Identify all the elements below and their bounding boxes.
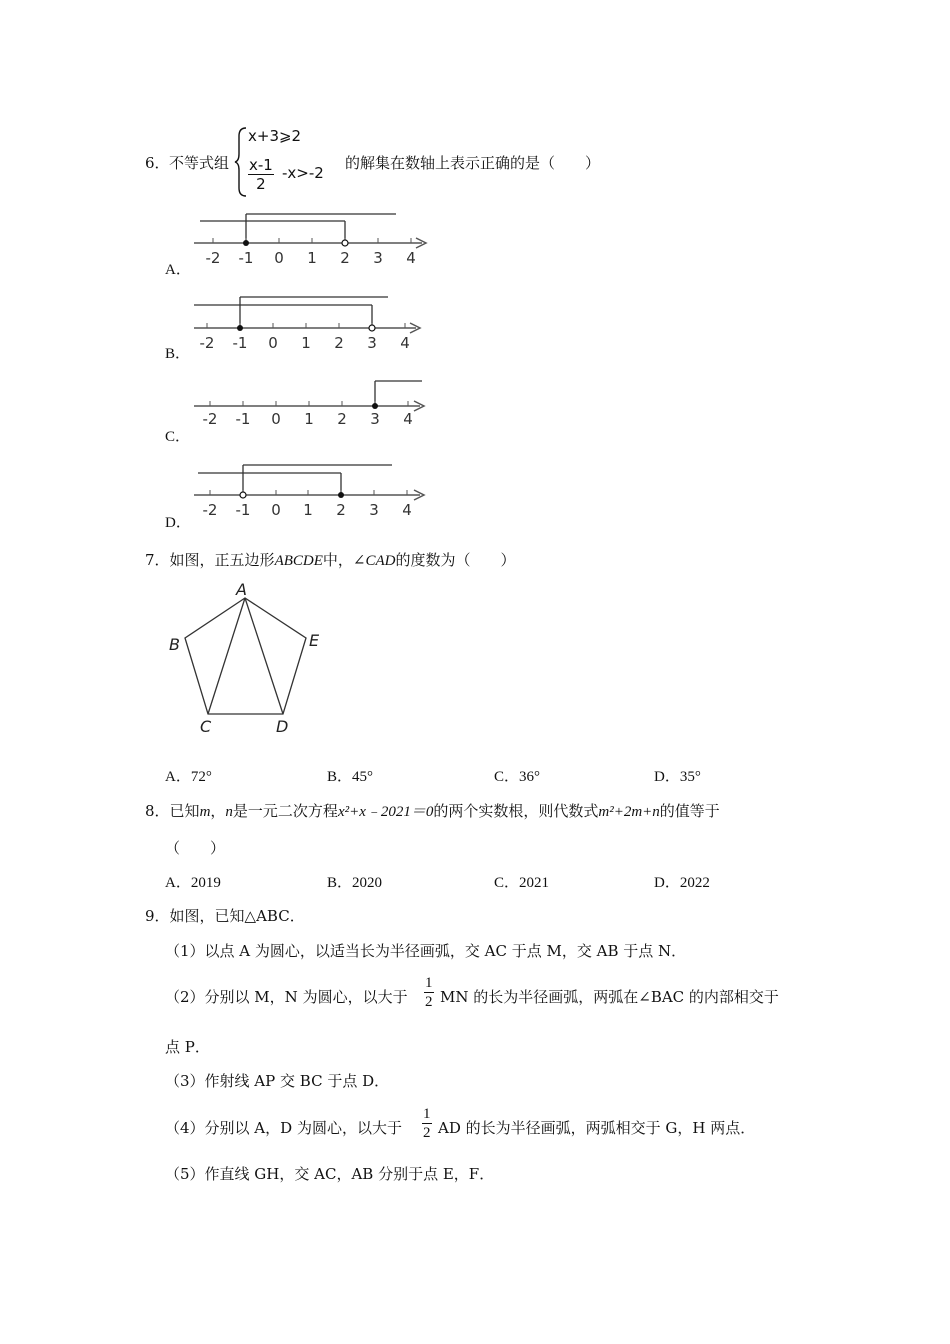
q7-shape-name: ABCDE xyxy=(274,553,323,569)
q9-step-4-post: AD 的长为半径画弧，两弧相交于 G，H 两点． xyxy=(438,1119,756,1137)
q6-option-d-numberline[interactable] xyxy=(190,457,435,522)
q8-var-m: m xyxy=(199,804,211,820)
q6-inequality-2-fraction xyxy=(248,156,274,193)
q6-option-a-label[interactable]: A． xyxy=(165,262,191,278)
q8-comma: ， xyxy=(210,802,226,820)
q7-option-b[interactable]: B．45° xyxy=(327,769,374,785)
half-denominator: 2 xyxy=(425,994,433,1010)
open-dot-2 xyxy=(342,240,348,246)
vertex-b-label: B xyxy=(169,635,180,654)
q9-number: 9． xyxy=(145,907,170,925)
tick-label: 4 xyxy=(406,249,416,267)
tick-label: 2 xyxy=(337,410,347,428)
vertex-e-label: E xyxy=(309,631,320,650)
q8-text-3: 的两个实数根，则代数式 xyxy=(433,802,599,820)
tick-label: 3 xyxy=(367,334,377,352)
q6-option-b-label[interactable]: B． xyxy=(165,346,191,362)
q7-pentagon-figure xyxy=(160,578,345,738)
q8-expression: m²+2m+n xyxy=(598,804,660,820)
open-dot-3 xyxy=(369,325,375,331)
tick-label: -1 xyxy=(232,334,248,352)
tick-label: 2 xyxy=(336,501,346,519)
tick-label: -2 xyxy=(205,249,221,267)
q6-option-d-label[interactable]: D． xyxy=(165,515,191,531)
q8-stem xyxy=(145,800,720,821)
q6-suffix: 的解集在数轴上表示正确的是（ ） xyxy=(345,154,601,172)
q8-equation: x²+x﹣2021＝0 xyxy=(337,804,434,820)
vertex-a-label: A xyxy=(236,580,247,599)
q8-option-c[interactable]: C．2021 xyxy=(494,875,550,891)
q6-inequality-2-rest: -x>-2 xyxy=(282,164,324,182)
q6-prefix: 不等式组 xyxy=(169,154,230,172)
q6-option-c-numberline[interactable] xyxy=(190,368,435,433)
q6-fraction-denominator: 2 xyxy=(256,175,266,193)
segment-ad xyxy=(245,598,283,714)
q7-text-post: 的度数为（ ） xyxy=(395,551,516,569)
q7-text-mid: 中，∠ xyxy=(322,551,366,569)
tick-label: -2 xyxy=(202,501,218,519)
q9-step-4-half-fraction xyxy=(422,1105,432,1142)
q8-option-b[interactable]: B．2020 xyxy=(327,875,383,891)
q9-intro-text: 如图，已知△ABC． xyxy=(169,907,305,925)
q8-answer-paren: （ ） xyxy=(165,839,226,857)
tick-label: 2 xyxy=(340,249,350,267)
q7-angle-name: CAD xyxy=(365,553,396,569)
tick-label: 4 xyxy=(402,501,412,519)
q7-number: 7． xyxy=(145,551,170,569)
tick-label: -1 xyxy=(235,501,251,519)
solid-dot-minus-1 xyxy=(243,240,249,246)
q8-number: 8． xyxy=(145,802,170,820)
tick-label: 3 xyxy=(370,410,380,428)
tick-label: 1 xyxy=(303,501,313,519)
q7-option-c[interactable]: C．36° xyxy=(494,769,541,785)
q8-option-d[interactable]: D．2022 xyxy=(654,875,710,891)
q9-intro xyxy=(145,905,305,926)
q9-step-3: （3）作射线 AP 交 BC 于点 D． xyxy=(165,1072,390,1090)
tick-label: 0 xyxy=(271,410,281,428)
pentagon-outline xyxy=(185,598,306,714)
q6-inequality-1: x+3⩾2 xyxy=(248,127,302,145)
q7-text-pre: 如图，正五边形 xyxy=(169,551,275,569)
q7-stem xyxy=(145,549,515,570)
q9-step-2-post: MN 的长为半径画弧，两弧在∠BAC 的内部相交于 xyxy=(440,988,779,1006)
tick-label: 3 xyxy=(369,501,379,519)
q6-option-b-numberline[interactable] xyxy=(190,290,435,355)
tick-label: 1 xyxy=(307,249,317,267)
solid-dot-2 xyxy=(338,492,344,498)
q6-option-a-numberline[interactable] xyxy=(190,205,435,270)
q9-step-2-continuation: 点 P． xyxy=(165,1038,210,1056)
q9-step-5: （5）作直线 GH，交 AC，AB 分别于点 E，F． xyxy=(165,1165,495,1183)
tick-label: 3 xyxy=(373,249,383,267)
q9-step-2-half-fraction xyxy=(424,974,434,1011)
q7-option-d[interactable]: D．35° xyxy=(654,769,701,785)
q8-text-1: 已知 xyxy=(169,802,200,820)
q6-system-brace xyxy=(234,126,248,198)
tick-label: 2 xyxy=(334,334,344,352)
tick-label: 0 xyxy=(271,501,281,519)
q8-option-a[interactable]: A．2019 xyxy=(165,875,221,891)
tick-label: 4 xyxy=(403,410,413,428)
q9-step-1: （1）以点 A 为圆心，以适当长为半径画弧，交 AC 于点 M，交 AB 于点 N． xyxy=(165,942,687,960)
solid-dot-3 xyxy=(372,403,378,409)
half-numerator: 1 xyxy=(423,1106,431,1122)
q8-text-2: 是一元二次方程 xyxy=(232,802,338,820)
q7-option-a[interactable]: A．72° xyxy=(165,769,212,785)
tick-label: 0 xyxy=(268,334,278,352)
tick-label: -1 xyxy=(238,249,254,267)
open-dot-minus-1 xyxy=(240,492,246,498)
q8-var-n: n xyxy=(225,804,233,820)
tick-label: 0 xyxy=(274,249,284,267)
tick-label: -2 xyxy=(199,334,215,352)
tick-label: -1 xyxy=(235,410,251,428)
q6-option-c-label[interactable]: C． xyxy=(165,429,191,445)
q6-fraction-numerator: x-1 xyxy=(249,156,273,174)
tick-label: 1 xyxy=(301,334,311,352)
tick-label: -2 xyxy=(202,410,218,428)
q8-text-4: 的值等于 xyxy=(659,802,720,820)
half-denominator: 2 xyxy=(423,1125,431,1141)
half-numerator: 1 xyxy=(425,975,433,991)
q9-step-4-pre: （4）分别以 A，D 为圆心，以大于 xyxy=(165,1119,402,1137)
segment-ac xyxy=(208,598,245,714)
q9-step-2-pre: （2）分别以 M，N 为圆心，以大于 xyxy=(165,988,408,1006)
vertex-d-label: D xyxy=(276,717,289,736)
vertex-c-label: C xyxy=(200,717,212,736)
solid-dot-minus-1 xyxy=(237,325,243,331)
tick-label: 4 xyxy=(400,334,410,352)
q6-number: 6． xyxy=(145,154,170,172)
tick-label: 1 xyxy=(304,410,314,428)
